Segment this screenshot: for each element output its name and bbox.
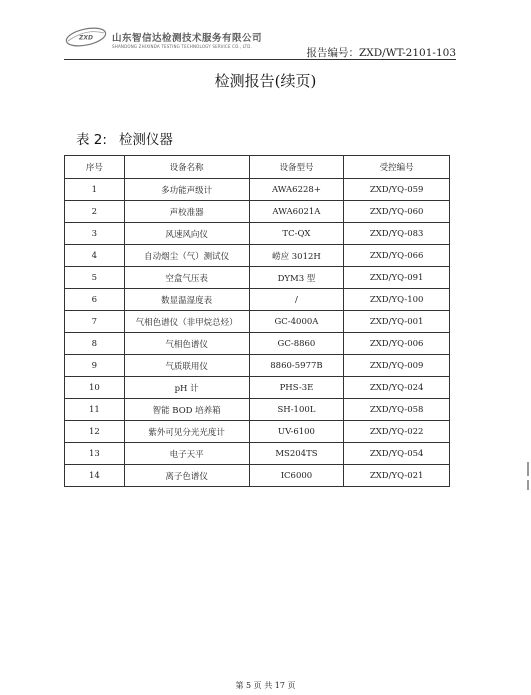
- cell-device-model: GC-4000A: [249, 311, 344, 333]
- table-row: [65, 267, 450, 289]
- cell-control-number: ZXD/YQ-091: [344, 267, 450, 289]
- company-logo: [64, 26, 108, 48]
- cell-index: 6: [65, 289, 125, 311]
- table-row: [65, 399, 450, 421]
- cell-control-number: ZXD/YQ-058: [344, 399, 450, 421]
- cell-device-name: 多功能声级计: [124, 179, 249, 201]
- page-header: [64, 20, 456, 60]
- cell-index: 14: [65, 465, 125, 487]
- table-row: [65, 289, 450, 311]
- cell-device-model: SH-100L: [249, 399, 344, 421]
- cell-index: 10: [65, 377, 125, 399]
- cell-control-number: ZXD/YQ-066: [344, 245, 450, 267]
- cell-control-number: ZXD/YQ-054: [344, 443, 450, 465]
- cell-device-name: 离子色谱仪: [124, 465, 249, 487]
- logo-text: ZXD: [79, 34, 93, 42]
- cell-control-number: ZXD/YQ-001: [344, 311, 450, 333]
- cell-device-model: 崂应 3012H: [249, 245, 344, 267]
- table-row: [65, 223, 450, 245]
- table-row: [65, 465, 450, 487]
- cell-control-number: ZXD/YQ-083: [344, 223, 450, 245]
- cell-control-number: ZXD/YQ-060: [344, 201, 450, 223]
- cell-device-name: 声校准器: [124, 201, 249, 223]
- header-device-name: 设备名称: [124, 156, 249, 179]
- scan-margin-mark: [527, 480, 529, 490]
- cell-control-number: ZXD/YQ-022: [344, 421, 450, 443]
- table-row: [65, 179, 450, 201]
- table-row: [65, 201, 450, 223]
- section-label: 表 2:: [76, 132, 107, 148]
- cell-device-name: 空盒气压表: [124, 267, 249, 289]
- section-heading: [76, 128, 173, 148]
- table-row: [65, 245, 450, 267]
- cell-index: 12: [65, 421, 125, 443]
- company-name-cn: 山东智信达检测技术服务有限公司: [112, 33, 263, 44]
- cell-index: 8: [65, 333, 125, 355]
- cell-index: 4: [65, 245, 125, 267]
- cell-device-name: 智能 BOD 培养箱: [124, 399, 249, 421]
- page-title: 检测报告(续页): [214, 72, 317, 90]
- cell-device-model: AWA6021A: [249, 201, 344, 223]
- cell-control-number: ZXD/YQ-021: [344, 465, 450, 487]
- section-title: 检测仪器: [118, 132, 173, 148]
- instrument-table: [64, 155, 450, 487]
- cell-device-model: AWA6228+: [249, 179, 344, 201]
- cell-index: 7: [65, 311, 125, 333]
- table-row: [65, 355, 450, 377]
- cell-device-name: 自动烟尘（气）测试仪: [124, 245, 249, 267]
- cell-device-name: 风速风向仪: [124, 223, 249, 245]
- cell-index: 1: [65, 179, 125, 201]
- table-header-row: [65, 156, 450, 179]
- cell-index: 9: [65, 355, 125, 377]
- table-row: [65, 311, 450, 333]
- company-name-en: SHANDONG ZHIXINDA TESTING TECHNOLOGY SERVICE CO., LTD.: [112, 44, 252, 49]
- header-index: 序号: [65, 156, 125, 179]
- header-device-model: 设备型号: [249, 156, 344, 179]
- table-row: [65, 443, 450, 465]
- cell-device-model: IC6000: [249, 465, 344, 487]
- cell-device-name: 数显温湿度表: [124, 289, 249, 311]
- cell-control-number: ZXD/YQ-006: [344, 333, 450, 355]
- cell-device-name: pH 计: [124, 377, 249, 399]
- page-footer: 第 5 页 共 17 页: [235, 681, 296, 690]
- cell-index: 3: [65, 223, 125, 245]
- cell-index: 13: [65, 443, 125, 465]
- table-row: [65, 333, 450, 355]
- cell-control-number: ZXD/YQ-009: [344, 355, 450, 377]
- cell-device-name: 气相色谱仪: [124, 333, 249, 355]
- cell-device-model: TC-QX: [249, 223, 344, 245]
- cell-index: 11: [65, 399, 125, 421]
- cell-index: 5: [65, 267, 125, 289]
- cell-device-model: DYM3 型: [249, 267, 344, 289]
- cell-device-model: MS204TS: [249, 443, 344, 465]
- cell-device-name: 电子天平: [124, 443, 249, 465]
- scan-margin-mark: [527, 462, 529, 476]
- table-row: [65, 377, 450, 399]
- cell-device-name: 气相色谱仪（非甲烷总烃）: [124, 311, 249, 333]
- cell-control-number: ZXD/YQ-059: [344, 179, 450, 201]
- cell-device-model: UV-6100: [249, 421, 344, 443]
- header-divider: [64, 59, 456, 60]
- cell-device-model: PHS-3E: [249, 377, 344, 399]
- report-number: 报告编号：ZXD/WT-2101-103: [306, 47, 456, 59]
- header-control-number: 受控编号: [344, 156, 450, 179]
- cell-index: 2: [65, 201, 125, 223]
- table-row: [65, 421, 450, 443]
- cell-device-model: /: [249, 289, 344, 311]
- cell-control-number: ZXD/YQ-100: [344, 289, 450, 311]
- cell-device-name: 紫外可见分光光度计: [124, 421, 249, 443]
- cell-device-model: GC-8860: [249, 333, 344, 355]
- cell-device-model: 8860-5977B: [249, 355, 344, 377]
- cell-device-name: 气质联用仪: [124, 355, 249, 377]
- cell-control-number: ZXD/YQ-024: [344, 377, 450, 399]
